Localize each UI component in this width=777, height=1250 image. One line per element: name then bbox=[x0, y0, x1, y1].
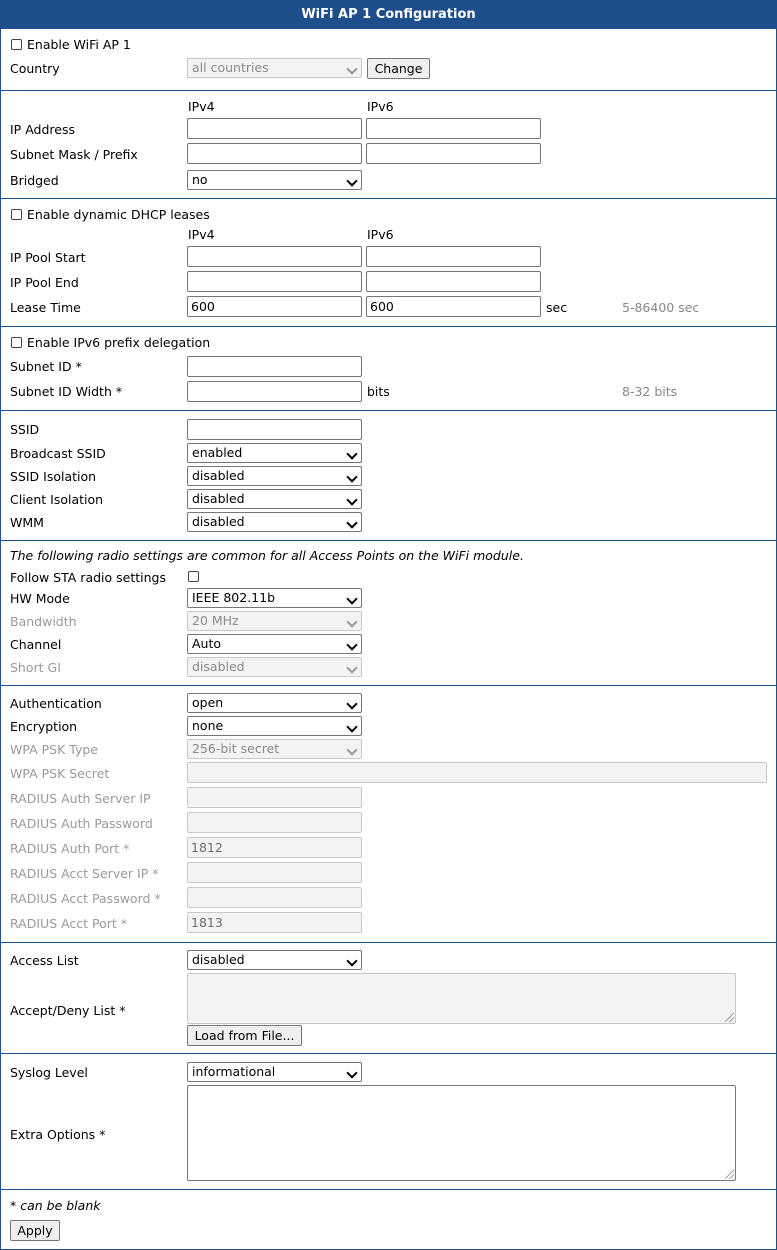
authentication-label: Authentication bbox=[10, 696, 102, 711]
lease-time-label: Lease Time bbox=[10, 300, 81, 315]
hw-mode-select[interactable] bbox=[187, 588, 362, 608]
encryption-label: Encryption bbox=[10, 719, 78, 734]
lease-hint: 5-86400 sec bbox=[622, 300, 700, 315]
access-list-value: disabled bbox=[192, 952, 245, 967]
chevron-down-icon bbox=[346, 1067, 357, 1078]
radio-note: The following radio settings are common for all Access Points on the WiFi module. bbox=[10, 548, 524, 563]
chevron-down-icon bbox=[346, 517, 357, 528]
authentication-value: open bbox=[192, 695, 224, 710]
broadcast-ssid-label: Broadcast SSID bbox=[10, 446, 106, 461]
psk-type-label: WPA PSK Type bbox=[10, 742, 98, 757]
follow-sta-label: Follow STA radio settings bbox=[10, 570, 166, 585]
divider bbox=[1, 685, 776, 686]
follow-sta-checkbox[interactable] bbox=[188, 571, 199, 582]
bridged-select[interactable] bbox=[187, 170, 362, 190]
enable-wifi-ap-label: Enable WiFi AP 1 bbox=[27, 37, 131, 52]
pool-start-ipv6-input[interactable] bbox=[366, 246, 541, 267]
ip-address-ipv6-input[interactable] bbox=[366, 118, 541, 139]
lease-unit: sec bbox=[546, 300, 568, 315]
radius-auth-password-label: RADIUS Auth Password bbox=[10, 816, 153, 831]
ssid-input[interactable] bbox=[187, 419, 362, 440]
lease-time-ipv6-input[interactable]: 600 bbox=[366, 296, 541, 317]
wmm-value: disabled bbox=[192, 514, 245, 529]
radius-auth-port-label: RADIUS Auth Port * bbox=[10, 841, 130, 856]
chevron-down-icon bbox=[346, 721, 357, 732]
apply-button[interactable]: Apply bbox=[10, 1220, 60, 1241]
chevron-down-icon bbox=[346, 662, 357, 673]
radius-acct-ip-input bbox=[187, 862, 362, 883]
short-gi-value: disabled bbox=[192, 659, 245, 674]
chevron-down-icon bbox=[346, 471, 357, 482]
ssid-isolation-select[interactable] bbox=[187, 466, 362, 486]
psk-type-value: 256-bit secret bbox=[192, 741, 280, 756]
enable-prefix-row bbox=[11, 335, 210, 351]
psk-secret-label: WPA PSK Secret bbox=[10, 766, 110, 781]
ssid-isolation-label: SSID Isolation bbox=[10, 469, 97, 484]
divider bbox=[1, 198, 776, 199]
dhcp-ipv4-header: IPv4 bbox=[188, 227, 215, 242]
lease-time-ipv4-input[interactable]: 600 bbox=[187, 296, 362, 317]
pool-end-ipv6-input[interactable] bbox=[366, 271, 541, 292]
access-list-select[interactable] bbox=[187, 950, 362, 970]
chevron-down-icon bbox=[346, 698, 357, 709]
ssid-label: SSID bbox=[10, 422, 40, 437]
bandwidth-select bbox=[187, 611, 362, 631]
width-unit: bits bbox=[367, 384, 390, 399]
chevron-down-icon bbox=[346, 744, 357, 755]
blank-note: * can be blank bbox=[10, 1198, 101, 1213]
channel-value: Auto bbox=[192, 636, 222, 651]
short-gi-select bbox=[187, 657, 362, 677]
bridged-label: Bridged bbox=[10, 173, 59, 188]
accept-deny-textarea bbox=[187, 973, 736, 1024]
panel-title: WiFi AP 1 Configuration bbox=[1, 1, 776, 29]
pool-end-label: IP Pool End bbox=[10, 275, 79, 290]
chevron-down-icon bbox=[346, 593, 357, 604]
enable-dhcp-row bbox=[11, 207, 210, 223]
bandwidth-value: 20 MHz bbox=[192, 613, 239, 628]
ip-address-ipv4-input[interactable] bbox=[187, 118, 362, 139]
enable-dhcp-checkbox[interactable] bbox=[11, 209, 22, 220]
broadcast-ssid-value: enabled bbox=[192, 445, 243, 460]
subnet-prefix-ipv6-input[interactable] bbox=[366, 143, 541, 164]
chevron-down-icon bbox=[346, 63, 357, 74]
psk-type-select bbox=[187, 739, 362, 759]
change-country-button[interactable]: Change bbox=[367, 58, 430, 79]
pool-end-ipv4-input[interactable] bbox=[187, 271, 362, 292]
divider bbox=[1, 1189, 776, 1190]
subnet-id-width-input[interactable] bbox=[187, 381, 362, 402]
resize-grip-icon bbox=[725, 1013, 734, 1022]
chevron-down-icon bbox=[346, 616, 357, 627]
country-select bbox=[187, 58, 362, 78]
radius-auth-ip-input bbox=[187, 787, 362, 808]
radius-acct-port-label: RADIUS Acct Port * bbox=[10, 916, 128, 931]
radius-acct-password-label: RADIUS Acct Password * bbox=[10, 891, 161, 906]
hw-mode-value: IEEE 802.11b bbox=[192, 590, 276, 605]
resize-grip-icon bbox=[725, 1170, 734, 1179]
access-list-label: Access List bbox=[10, 953, 79, 968]
syslog-level-value: informational bbox=[192, 1064, 276, 1079]
channel-label: Channel bbox=[10, 637, 62, 652]
subnet-id-input[interactable] bbox=[187, 356, 362, 377]
hw-mode-label: HW Mode bbox=[10, 591, 70, 606]
country-label: Country bbox=[10, 61, 60, 76]
divider bbox=[1, 942, 776, 943]
syslog-level-select[interactable] bbox=[187, 1062, 362, 1082]
radius-auth-ip-label: RADIUS Auth Server IP bbox=[10, 791, 151, 806]
width-hint: 8-32 bits bbox=[622, 384, 678, 399]
client-isolation-label: Client Isolation bbox=[10, 492, 104, 507]
load-from-file-button[interactable]: Load from File... bbox=[187, 1025, 302, 1046]
chevron-down-icon bbox=[346, 955, 357, 966]
divider bbox=[1, 326, 776, 327]
divider bbox=[1, 410, 776, 411]
dhcp-ipv6-header: IPv6 bbox=[367, 227, 394, 242]
ipv6-header: IPv6 bbox=[367, 99, 394, 114]
chevron-down-icon bbox=[346, 494, 357, 505]
ssid-isolation-value: disabled bbox=[192, 468, 245, 483]
ipv4-header: IPv4 bbox=[188, 99, 215, 114]
short-gi-label: Short GI bbox=[10, 660, 61, 675]
radius-auth-port-input: 1812 bbox=[187, 837, 362, 858]
syslog-level-label: Syslog Level bbox=[10, 1065, 88, 1080]
pool-start-ipv4-input[interactable] bbox=[187, 246, 362, 267]
client-isolation-select[interactable] bbox=[187, 489, 362, 509]
broadcast-ssid-select[interactable] bbox=[187, 443, 362, 463]
divider bbox=[1, 90, 776, 91]
chevron-down-icon bbox=[346, 639, 357, 650]
divider bbox=[1, 1053, 776, 1054]
channel-select[interactable] bbox=[187, 634, 362, 654]
enable-prefix-checkbox[interactable] bbox=[11, 337, 22, 348]
extra-options-label: Extra Options * bbox=[10, 1127, 106, 1142]
encryption-value: none bbox=[192, 718, 224, 733]
extra-options-textarea[interactable] bbox=[187, 1085, 736, 1181]
bandwidth-label: Bandwidth bbox=[10, 614, 77, 629]
radius-acct-password-input bbox=[187, 887, 362, 908]
subnet-id-label: Subnet ID * bbox=[10, 359, 82, 374]
client-isolation-value: disabled bbox=[192, 491, 245, 506]
country-value: all countries bbox=[192, 60, 269, 75]
accept-deny-label: Accept/Deny List * bbox=[10, 1003, 126, 1018]
enable-wifi-ap-row bbox=[11, 37, 131, 53]
subnet-id-width-label: Subnet ID Width * bbox=[10, 384, 123, 399]
chevron-down-icon bbox=[346, 448, 357, 459]
radius-acct-port-input: 1813 bbox=[187, 912, 362, 933]
enable-dhcp-label: Enable dynamic DHCP leases bbox=[27, 207, 210, 222]
chevron-down-icon bbox=[346, 175, 357, 186]
psk-secret-input bbox=[187, 762, 767, 783]
subnet-mask-label: Subnet Mask / Prefix bbox=[10, 147, 138, 162]
authentication-select[interactable] bbox=[187, 693, 362, 713]
bridged-value: no bbox=[192, 172, 208, 187]
ip-address-label: IP Address bbox=[10, 122, 75, 137]
wmm-label: WMM bbox=[10, 515, 44, 530]
subnet-mask-ipv4-input[interactable] bbox=[187, 143, 362, 164]
radius-auth-password-input bbox=[187, 812, 362, 833]
wmm-select[interactable] bbox=[187, 512, 362, 532]
encryption-select[interactable] bbox=[187, 716, 362, 736]
divider bbox=[1, 540, 776, 541]
radius-acct-ip-label: RADIUS Acct Server IP * bbox=[10, 866, 159, 881]
enable-prefix-label: Enable IPv6 prefix delegation bbox=[27, 335, 211, 350]
pool-start-label: IP Pool Start bbox=[10, 250, 86, 265]
enable-wifi-ap-checkbox[interactable] bbox=[11, 39, 22, 50]
